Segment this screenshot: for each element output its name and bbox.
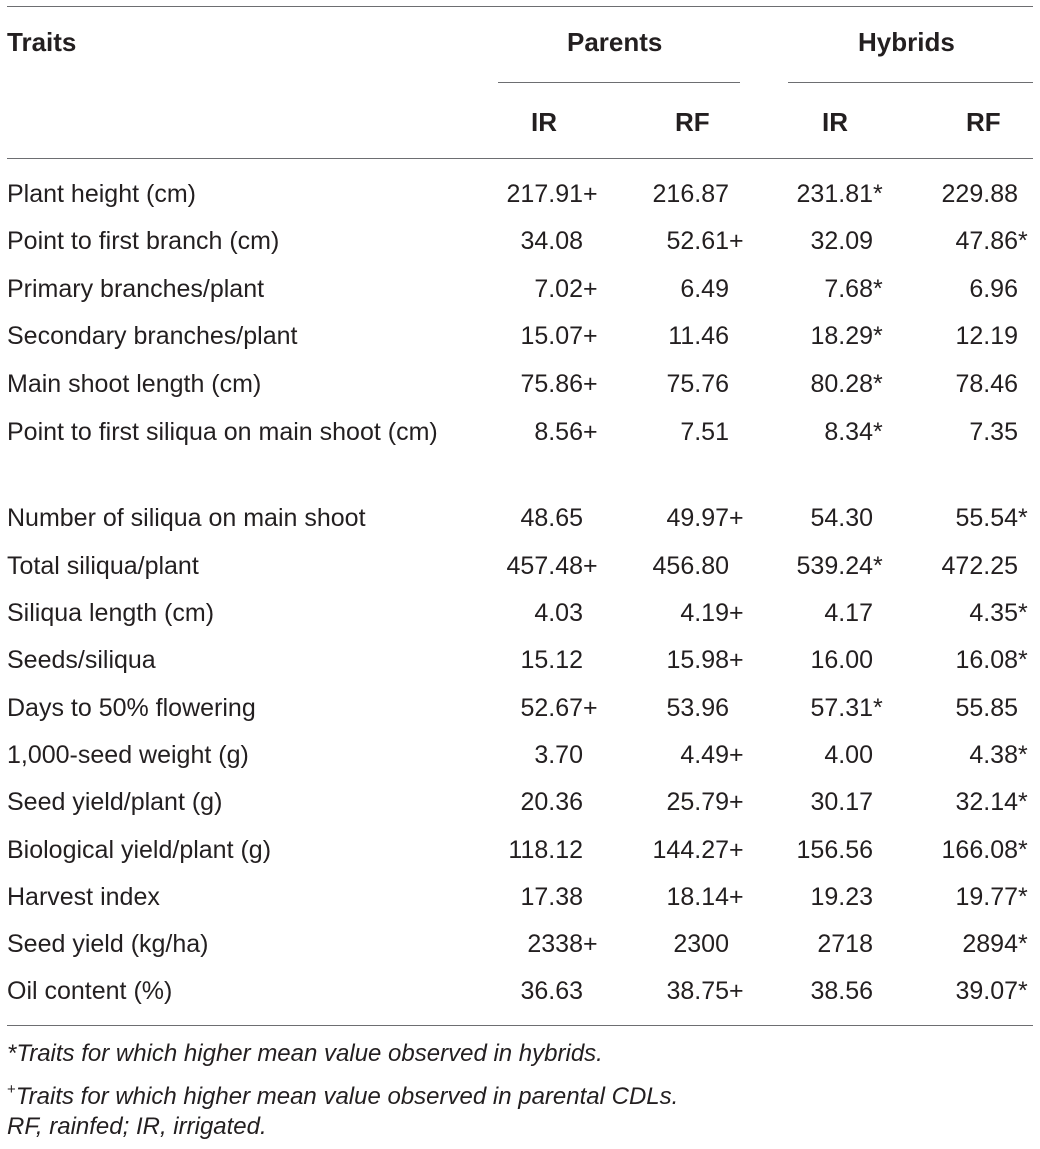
value-number: 47.86	[955, 227, 1018, 255]
value-number: 19.23	[810, 883, 873, 911]
value-marker: +	[583, 370, 598, 398]
value-marker: +	[729, 788, 744, 816]
plus-mark: +	[7, 1081, 16, 1098]
value-number: 7.51	[680, 418, 729, 446]
value-number: 17.38	[520, 883, 583, 911]
value-marker: +	[729, 599, 744, 627]
value-marker: *	[1018, 977, 1028, 1005]
value-number: 15.12	[520, 646, 583, 674]
footnote-plus	[7, 1073, 678, 1114]
value-marker: *	[1018, 741, 1028, 769]
value-marker: *	[1018, 646, 1028, 674]
header-traits: Traits	[7, 27, 77, 57]
value-number: 7.35	[969, 418, 1018, 446]
value-marker: +	[583, 180, 598, 208]
value-number: 4.03	[534, 599, 583, 627]
value-marker: *	[873, 552, 883, 580]
value-number: 216.87	[652, 180, 729, 208]
value-number: 2894	[962, 930, 1018, 958]
value-marker: +	[583, 930, 598, 958]
value-number: 25.79	[666, 788, 729, 816]
header-parents-rf: RF	[675, 107, 710, 137]
trait-label: Main shoot length (cm)	[7, 370, 262, 398]
value-marker: *	[1018, 788, 1028, 816]
value-marker: *	[873, 694, 883, 722]
value-number: 57.31	[810, 694, 873, 722]
value-number: 8.34	[824, 418, 873, 446]
value-marker: +	[729, 883, 744, 911]
value-marker: +	[583, 322, 598, 350]
trait-label: Seeds/siliqua	[7, 646, 156, 674]
value-marker: *	[1018, 227, 1028, 255]
value-number: 166.08	[941, 836, 1018, 864]
trait-label: Seed yield (kg/ha)	[7, 930, 209, 958]
value-number: 456.80	[652, 552, 729, 580]
footnote-star: *Traits for which higher mean value observed in hybrids.	[7, 1040, 603, 1067]
trait-label: Days to 50% flowering	[7, 694, 256, 722]
value-number: 19.77	[955, 883, 1018, 911]
value-number: 32.09	[810, 227, 873, 255]
value-marker: *	[873, 180, 883, 208]
footnote-abbrev: RF, rainfed; IR, irrigated.	[7, 1113, 267, 1140]
trait-label: Biological yield/plant (g)	[7, 836, 272, 864]
value-marker: +	[583, 552, 598, 580]
value-number: 53.96	[666, 694, 729, 722]
trait-label: Siliqua length (cm)	[7, 599, 215, 627]
header-hybrids: Hybrids	[858, 27, 955, 57]
value-marker: *	[1018, 599, 1028, 627]
value-marker: +	[729, 504, 744, 532]
bottom-rule	[7, 1025, 1033, 1026]
value-number: 457.48	[506, 552, 583, 580]
trait-label: Primary branches/plant	[7, 275, 265, 303]
header-parents-ir: IR	[531, 107, 557, 137]
value-number: 156.56	[796, 836, 873, 864]
value-number: 2300	[673, 930, 729, 958]
trait-label: Seed yield/plant (g)	[7, 788, 223, 816]
value-number: 12.19	[955, 322, 1018, 350]
value-number: 16.00	[810, 646, 873, 674]
value-marker: *	[873, 322, 883, 350]
value-number: 3.70	[534, 741, 583, 769]
value-number: 52.61	[666, 227, 729, 255]
value-marker: +	[729, 646, 744, 674]
value-marker: +	[583, 418, 598, 446]
value-marker: +	[729, 227, 744, 255]
value-number: 75.86	[520, 370, 583, 398]
value-number: 18.29	[810, 322, 873, 350]
value-number: 118.12	[508, 836, 583, 864]
value-number: 55.85	[955, 694, 1018, 722]
value-number: 7.68	[824, 275, 873, 303]
value-number: 4.35	[969, 599, 1018, 627]
value-number: 38.56	[810, 977, 873, 1005]
value-number: 18.14	[666, 883, 729, 911]
value-number: 4.17	[824, 599, 873, 627]
value-number: 8.56	[534, 418, 583, 446]
value-number: 48.65	[520, 504, 583, 532]
value-number: 2338	[527, 930, 583, 958]
value-number: 4.00	[824, 741, 873, 769]
header-hybrids-ir: IR	[822, 107, 848, 137]
trait-label: Secondary branches/plant	[7, 322, 298, 350]
value-number: 16.08	[955, 646, 1018, 674]
value-number: 78.46	[955, 370, 1018, 398]
value-number: 7.02	[534, 275, 583, 303]
value-number: 55.54	[955, 504, 1018, 532]
footnote-plus-text: Traits for which higher mean value observed in parental CDLs.	[15, 1083, 679, 1110]
value-number: 4.49	[680, 741, 729, 769]
value-number: 39.07	[955, 977, 1018, 1005]
value-number: 6.96	[969, 275, 1018, 303]
trait-label: Point to first siliqua on main shoot (cm)	[7, 418, 438, 446]
value-number: 20.36	[520, 788, 583, 816]
trait-label: 1,000-seed weight (g)	[7, 741, 249, 769]
value-marker: +	[729, 836, 744, 864]
value-number: 32.14	[955, 788, 1018, 816]
value-number: 4.38	[969, 741, 1018, 769]
value-marker: *	[873, 418, 883, 446]
value-marker: +	[583, 694, 598, 722]
value-number: 30.17	[810, 788, 873, 816]
value-marker: +	[729, 741, 744, 769]
value-number: 15.07	[520, 322, 583, 350]
value-number: 49.97	[666, 504, 729, 532]
header-hybrids-rf: RF	[966, 107, 1001, 137]
value-marker: *	[873, 275, 883, 303]
value-marker: +	[583, 275, 598, 303]
value-number: 52.67	[520, 694, 583, 722]
value-number: 11.46	[668, 322, 729, 350]
value-number: 6.49	[680, 275, 729, 303]
trait-label: Total siliqua/plant	[7, 552, 199, 580]
trait-label: Harvest index	[7, 883, 160, 911]
header-rule	[7, 158, 1033, 159]
value-marker: *	[1018, 504, 1028, 532]
value-marker: *	[1018, 836, 1028, 864]
value-number: 38.75	[666, 977, 729, 1005]
value-number: 231.81	[796, 180, 873, 208]
trait-label: Point to first branch (cm)	[7, 227, 280, 255]
hybrids-rule	[788, 82, 1033, 83]
value-number: 36.63	[520, 977, 583, 1005]
value-number: 217.91	[506, 180, 583, 208]
value-number: 54.30	[810, 504, 873, 532]
trait-label: Plant height (cm)	[7, 180, 196, 208]
value-number: 229.88	[941, 180, 1018, 208]
trait-label: Number of siliqua on main shoot	[7, 504, 366, 532]
value-number: 144.27	[652, 836, 729, 864]
value-number: 2718	[817, 930, 873, 958]
value-marker: +	[729, 977, 744, 1005]
value-number: 34.08	[520, 227, 583, 255]
value-marker: *	[1018, 883, 1028, 911]
parents-rule	[498, 82, 740, 83]
value-number: 4.19	[680, 599, 729, 627]
value-number: 80.28	[810, 370, 873, 398]
value-number: 472.25	[941, 552, 1018, 580]
value-number: 15.98	[666, 646, 729, 674]
value-marker: *	[1018, 930, 1028, 958]
header-parents: Parents	[567, 27, 663, 57]
value-number: 539.24	[796, 552, 873, 580]
value-marker: *	[873, 370, 883, 398]
trait-label: Oil content (%)	[7, 977, 173, 1005]
value-number: 75.76	[666, 370, 729, 398]
top-rule	[7, 6, 1033, 7]
